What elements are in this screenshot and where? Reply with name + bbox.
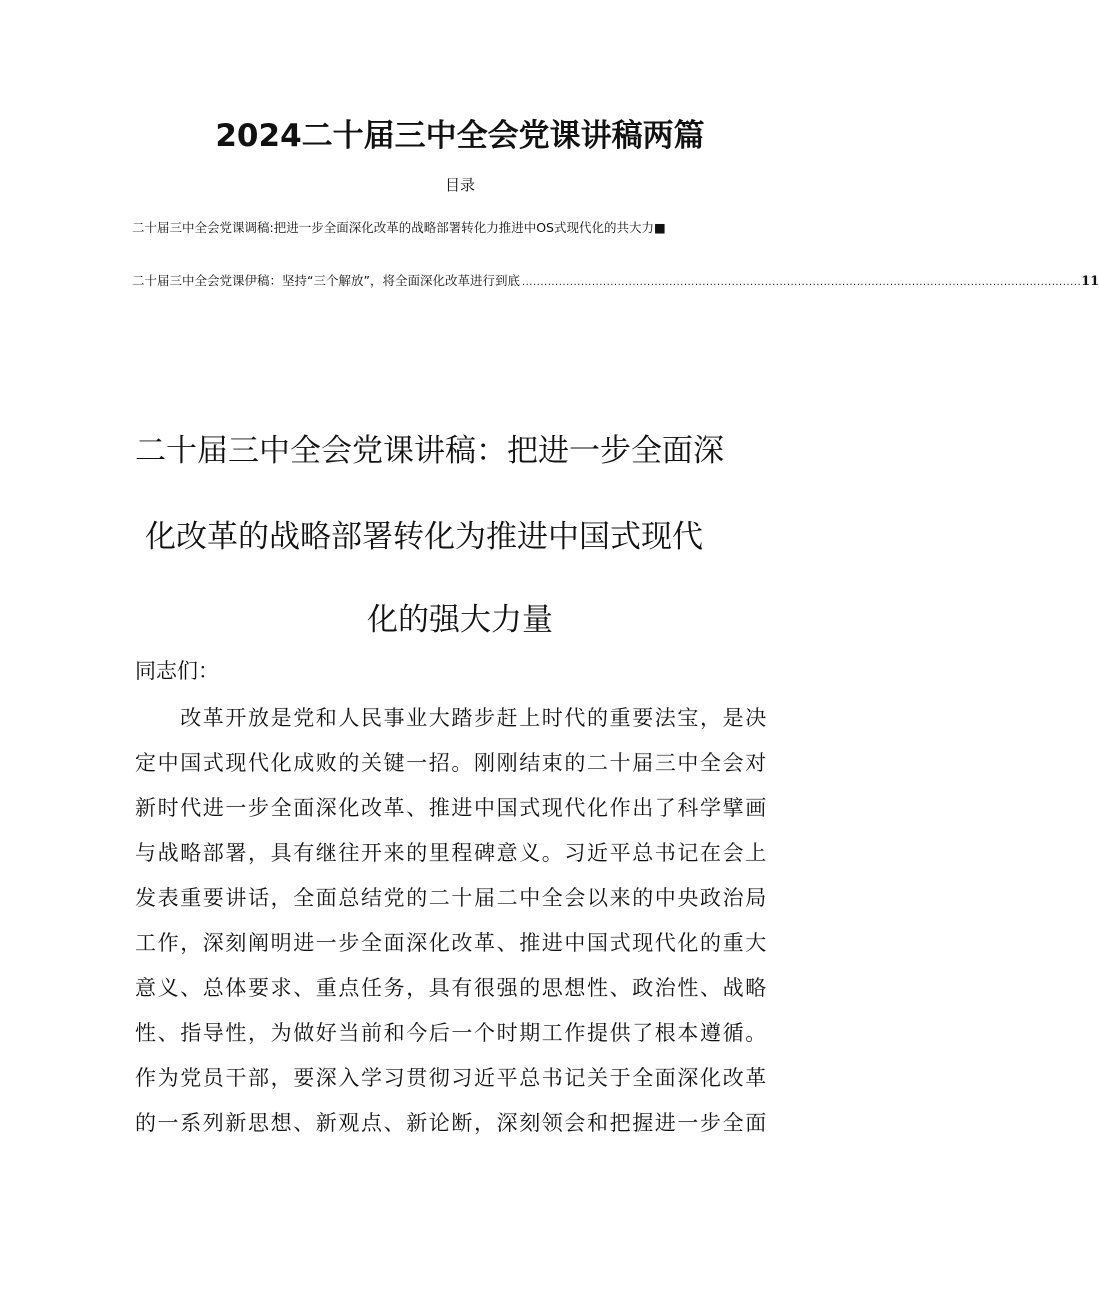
paragraph-line: 的一系列新思想、新观点、新论断，深刻领会和把握进一步全面: [135, 1111, 768, 1135]
paragraph-line: 工作，深刻阐明进一步全面深化改革、推进中国式现代化的重大: [135, 931, 768, 955]
paragraph-line: 改革开放是党和人民事业大踏步赶上时代的重要法宝，是决: [135, 706, 768, 730]
paragraph-line: 与战略部署，具有继往开来的里程碑意义。习近平总书记在会上: [135, 841, 768, 865]
paragraph-line: 作为党员干部，要深入学习贯彻习近平总书记关于全面深化改革: [135, 1066, 768, 1090]
section-title-line: 化改革的战略部署转化为推进中国式现代: [145, 519, 703, 555]
toc-entry[interactable]: [132, 271, 1099, 289]
section-title-line: 化的强大力量: [367, 602, 553, 638]
salutation: 同志们：: [135, 659, 219, 683]
toc-heading: 目录: [444, 176, 475, 194]
paragraph-line: 定中国式现代化成败的关键一招。刚刚结束的二十届三中全会对: [135, 751, 768, 775]
paragraph-line: 性、指导性，为做好当前和今后一个时期工作提供了根本遵循。: [135, 1021, 768, 1045]
document-title: 2024二十届三中全会党课讲稿两篇: [215, 118, 705, 154]
toc-entry-text: 二十届三中全会党课伊稿：坚持“三个解放”，将全面深化改革进行到底: [132, 273, 520, 288]
paragraph-line: 意义、总体要求、重点任务，具有很强的思想性、政治性、战略: [135, 976, 768, 1000]
section-title-line: 二十届三中全会党课讲稿：把进一步全面深: [135, 433, 724, 469]
paragraph-line: 发表重要讲话，全面总结党的二十届二中全会以来的中央政治局: [135, 886, 768, 910]
toc-page-number: 11: [1081, 274, 1099, 289]
toc-dot-leader: ........................................................................................................................................................: [521, 277, 1082, 288]
toc-entry-text: 二十届三中全会党课调稿:把进一步全面深化改革的战略部署转化力推进中OS式现代化的共大力■: [132, 220, 666, 235]
toc-entry[interactable]: [132, 218, 772, 236]
paragraph-line: 新时代进一步全面深化改革、推进中国式现代化作出了科学擘画: [135, 796, 768, 820]
